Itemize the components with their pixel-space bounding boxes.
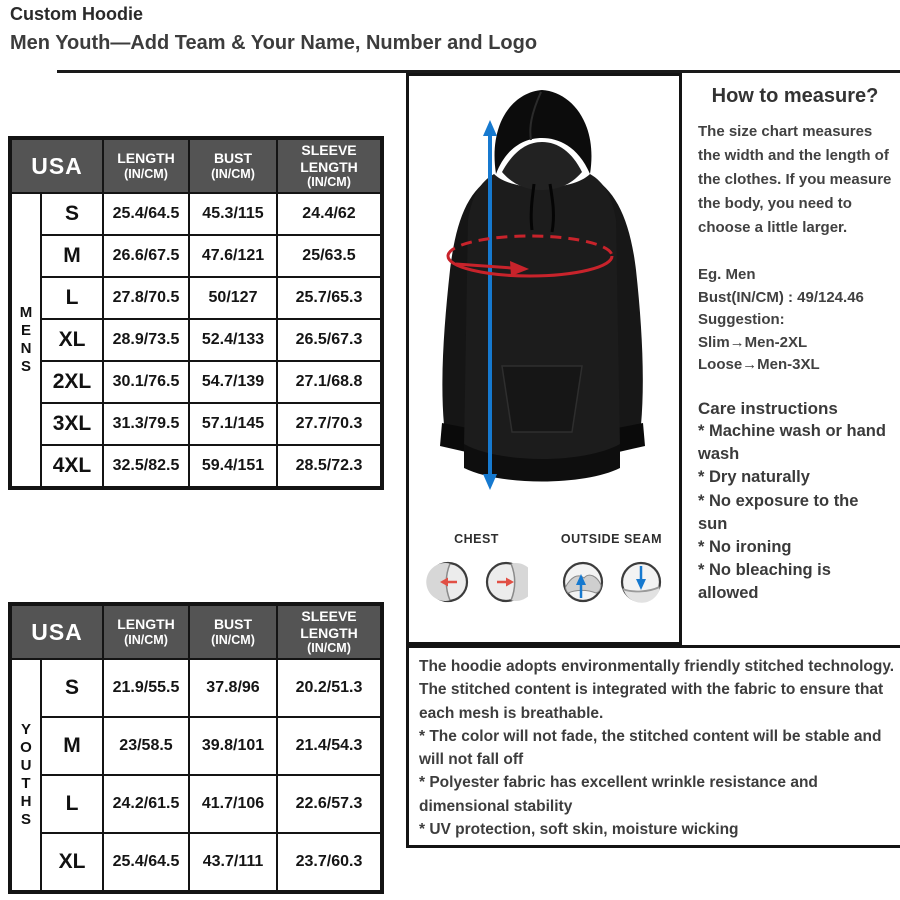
sleeve-cell: 28.5/72.3 [277,445,381,487]
size-cell: L [41,277,103,319]
length-cell: 30.1/76.5 [103,361,189,403]
table-row [11,193,381,235]
example-line: Eg. Men [698,266,756,283]
measure-heading: How to measure? [711,85,879,107]
youths-group-label: YOUTHS [11,659,41,891]
hoodie-measure-panel [406,73,682,645]
col-header-usa: USA [11,139,103,193]
size-cell: M [41,235,103,277]
example-line: Loose→Men-3XL [698,356,820,373]
bust-cell: 47.6/121 [189,235,277,277]
table-row [11,659,381,717]
hoodie-image [410,80,678,528]
care-item: * No bleaching is allowed [698,560,831,602]
col-header-usa: USA [11,605,103,659]
chest-label: CHEST [454,532,499,546]
size-cell: 3XL [41,403,103,445]
table-row [11,235,381,277]
size-cell: S [41,659,103,717]
outside-seam-label: OUTSIDE SEAM [560,532,663,546]
sleeve-cell: 21.4/54.3 [277,717,381,775]
col-header-length: LENGTH (IN/CM) [103,139,189,193]
how-to-measure-panel [682,73,900,645]
bust-cell: 52.4/133 [189,319,277,361]
sleeve-cell: 25.7/65.3 [277,277,381,319]
measure-icons-row [409,532,679,604]
table-row [11,319,381,361]
length-cell: 21.9/55.5 [103,659,189,717]
care-item: * No exposure to the sun [698,491,859,533]
table-row [11,445,381,487]
table-row [11,775,381,833]
bust-cell: 45.3/115 [189,193,277,235]
product-description-panel [406,645,900,848]
length-cell: 28.9/73.5 [103,319,189,361]
sleeve-cell: 25/63.5 [277,235,381,277]
length-cell: 23/58.5 [103,717,189,775]
page-title: Custom Hoodie [10,4,143,24]
bust-cell: 50/127 [189,277,277,319]
col-header-sleeve: SLEEVE LENGTH (IN/CM) [277,139,381,193]
seam-measure-down-icon [619,560,663,604]
length-cell: 31.3/79.5 [103,403,189,445]
table-row [11,833,381,891]
description-line: * UV protection, soft skin, moisture wicking [419,820,739,838]
example-line: Suggestion: [698,311,785,328]
youths-header-row [11,605,381,659]
example-line: Slim→Men-2XL [698,333,808,351]
size-suggestion-block [698,264,892,377]
care-item: * Machine wash or hand wash [698,422,886,464]
sleeve-cell: 24.4/62 [277,193,381,235]
length-cell: 25.4/64.5 [103,833,189,891]
sleeve-cell: 20.2/51.3 [277,659,381,717]
mens-group-label: MENS [11,193,41,487]
table-row [11,361,381,403]
description-line: * The color will not fade, the stitched content will be stable and will not fall off [419,727,882,768]
chest-diagram-group [426,532,528,604]
length-cell: 32.5/82.5 [103,445,189,487]
description-line: * Polyester fabric has excellent wrinkle resistance and dimensional stability [419,774,818,815]
sleeve-cell: 23.7/60.3 [277,833,381,891]
length-cell: 27.8/70.5 [103,277,189,319]
bust-cell: 54.7/139 [189,361,277,403]
sleeve-cell: 22.6/57.3 [277,775,381,833]
measure-intro: The size chart measures the width and the length of the clothes. If you measure the body, you need to choose a little larger. [698,123,892,236]
length-cell: 24.2/61.5 [103,775,189,833]
bust-cell: 37.8/96 [189,659,277,717]
outside-seam-diagram-group [561,532,663,604]
sleeve-cell: 27.7/70.3 [277,403,381,445]
table-row [11,277,381,319]
col-header-length: LENGTH (IN/CM) [103,605,189,659]
care-item: * Dry naturally [698,468,810,487]
size-cell: 4XL [41,445,103,487]
sleeve-cell: 27.1/68.8 [277,361,381,403]
col-header-sleeve: SLEEVE LENGTH (IN/CM) [277,605,381,659]
col-header-bust: BUST (IN/CM) [189,139,277,193]
chest-measure-left-icon [426,560,470,604]
size-cell: M [41,717,103,775]
description-line: The hoodie adopts environmentally friendly stitched technology. The stitched content is integrated with the fabric to ensure that each mesh is breathable. [419,658,895,722]
bust-cell: 59.4/151 [189,445,277,487]
length-cell: 26.6/67.5 [103,235,189,277]
care-item: * No ironing [698,537,792,556]
seam-measure-up-icon [561,560,605,604]
page-subtitle: Men Youth—Add Team & Your Name, Number and Logo [10,32,538,54]
mens-header-row [11,139,381,193]
size-cell: 2XL [41,361,103,403]
size-cell: XL [41,833,103,891]
table-row [11,717,381,775]
chest-measure-right-icon [484,560,528,604]
length-cell: 25.4/64.5 [103,193,189,235]
bust-cell: 39.8/101 [189,717,277,775]
table-row [11,403,381,445]
size-cell: S [41,193,103,235]
care-instructions-heading: Care instructions [698,398,838,418]
example-line: Bust(IN/CM) : 49/124.46 [698,288,864,306]
size-cell: L [41,775,103,833]
bust-cell: 41.7/106 [189,775,277,833]
bust-cell: 57.1/145 [189,403,277,445]
sleeve-cell: 26.5/67.3 [277,319,381,361]
col-header-bust: BUST (IN/CM) [189,605,277,659]
size-cell: XL [41,319,103,361]
mens-size-table [8,136,384,490]
bust-cell: 43.7/111 [189,833,277,891]
youths-size-table [8,602,384,894]
